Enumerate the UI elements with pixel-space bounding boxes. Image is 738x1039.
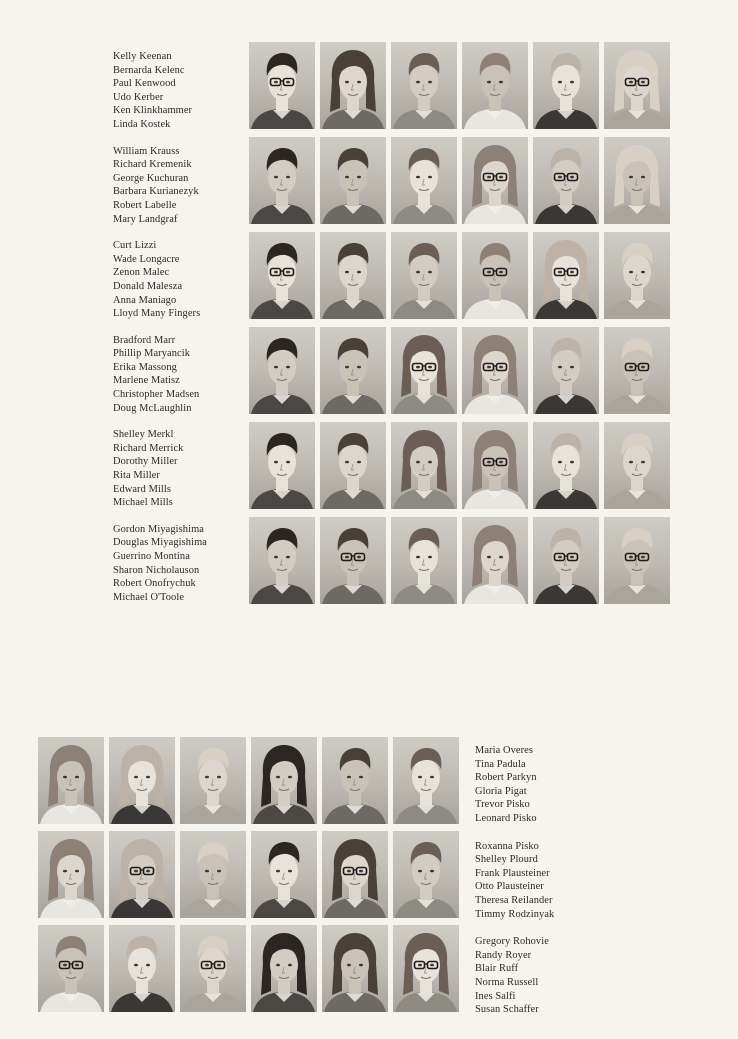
student-portrait [391, 422, 457, 509]
student-name: Blair Ruff [475, 963, 519, 975]
student-portrait [320, 327, 386, 414]
student-name: Randy Royer [475, 949, 532, 961]
student-portrait [320, 422, 386, 509]
student-portrait [38, 737, 104, 824]
student-portrait [533, 137, 599, 224]
student-name: Roxanna Pisko [475, 840, 539, 852]
student-portrait [38, 925, 104, 1012]
student-name: Otto Plausteiner [475, 881, 544, 893]
student-portrait [391, 42, 457, 129]
student-name: Paul Kenwood [113, 78, 176, 90]
student-portrait [391, 232, 457, 319]
student-portrait [391, 137, 457, 224]
student-portrait [462, 137, 528, 224]
student-portrait [109, 737, 175, 824]
student-portrait [533, 232, 599, 319]
student-portrait [462, 42, 528, 129]
name-group [113, 428, 207, 510]
student-name: Norma Russell [475, 976, 539, 988]
student-portrait [251, 831, 317, 918]
student-name: Phillip Maryancik [113, 348, 191, 360]
student-portrait [249, 42, 315, 129]
student-portrait [604, 327, 670, 414]
student-portrait [604, 517, 670, 604]
student-portrait [180, 831, 246, 918]
student-portrait [322, 831, 388, 918]
student-name: Edward Mills [113, 483, 172, 495]
student-name: Udo Kerber [113, 91, 164, 103]
name-group [475, 935, 554, 1017]
student-name: Christopher Madsen [113, 389, 200, 401]
student-portrait [462, 517, 528, 604]
student-name: Frank Plausteiner [475, 867, 550, 879]
name-group [475, 744, 554, 826]
student-portrait [180, 925, 246, 1012]
student-name: Kelly Keenan [113, 51, 172, 62]
student-portrait [249, 422, 315, 509]
student-name: Theresa Reilander [475, 894, 553, 906]
student-name: Shelley Plourd [475, 854, 538, 866]
student-portrait [320, 137, 386, 224]
student-portrait [251, 925, 317, 1012]
top-name-list [113, 50, 207, 604]
student-portrait [462, 232, 528, 319]
student-portrait [393, 737, 459, 824]
student-portrait [109, 925, 175, 1012]
student-name: Shelley Merkl [113, 429, 174, 441]
student-name: Trevor Pisko [475, 799, 530, 811]
student-name: Guerrino Montina [113, 551, 190, 562]
bottom-name-list [475, 744, 554, 1017]
student-portrait [320, 517, 386, 604]
name-group [475, 840, 554, 922]
student-name: Bernarda Kelenc [113, 64, 185, 76]
student-portrait [320, 42, 386, 129]
student-name: Richard Kremenik [113, 159, 192, 171]
student-name: George Kuchuran [113, 172, 189, 184]
student-name: Susan Schaffer [475, 1004, 539, 1016]
student-name: Barbara Kurianezyk [113, 186, 199, 198]
student-name: Gregory Rohovie [475, 936, 549, 948]
student-name: Tina Padula [475, 758, 526, 770]
student-portrait [251, 737, 317, 824]
student-name: Robert Onofrychuk [113, 578, 196, 590]
student-name: Robert Labelle [113, 199, 177, 211]
student-portrait [393, 831, 459, 918]
student-portrait [180, 737, 246, 824]
student-name: Gloria Pigat [475, 785, 527, 797]
student-portrait [249, 137, 315, 224]
name-group [113, 334, 207, 416]
student-portrait [391, 517, 457, 604]
student-name: Doug McLaughlin [113, 402, 192, 414]
student-portrait [322, 925, 388, 1012]
student-portrait [604, 137, 670, 224]
student-portrait [533, 422, 599, 509]
student-name: Ken Klinkhammer [113, 105, 193, 117]
student-portrait [322, 737, 388, 824]
student-name: Wade Longacre [113, 253, 180, 265]
student-name: Michael O'Toole [113, 591, 185, 603]
student-name: Sharon Nicholauson [113, 564, 200, 576]
student-name: Curt Lizzi [113, 240, 157, 252]
name-group [113, 50, 207, 132]
student-portrait [391, 327, 457, 414]
student-name: Maria Overes [475, 745, 534, 756]
student-portrait [109, 831, 175, 918]
student-portrait [249, 517, 315, 604]
student-name: Timmy Rodzinyak [475, 908, 555, 920]
student-name: Ines Salfi [475, 990, 516, 1002]
student-portrait [533, 42, 599, 129]
student-name: William Krauss [113, 145, 180, 157]
student-name: Leonard Pisko [475, 812, 537, 824]
student-name: Donald Malesza [113, 280, 183, 292]
student-portrait [393, 925, 459, 1012]
student-name: Erika Massong [113, 361, 177, 373]
student-name: Marlene Matisz [113, 375, 180, 387]
student-portrait [462, 327, 528, 414]
student-portrait [604, 232, 670, 319]
student-name: Robert Parkyn [475, 772, 537, 784]
student-name: Mary Landgraf [113, 213, 178, 225]
student-name: Rita Miller [113, 470, 160, 482]
student-portrait [604, 422, 670, 509]
student-name: Zenon Malec [113, 267, 170, 279]
student-name: Linda Kostek [113, 118, 171, 130]
student-portrait [604, 42, 670, 129]
student-name: Richard Merrick [113, 442, 184, 454]
student-name: Gordon Miyagishima [113, 523, 204, 535]
student-portrait [533, 517, 599, 604]
student-portrait [38, 831, 104, 918]
student-name: Michael Mills [113, 497, 173, 509]
student-portrait [533, 327, 599, 414]
student-portrait [320, 232, 386, 319]
student-name: Bradford Marr [113, 334, 176, 346]
name-group [113, 145, 207, 227]
student-portrait [462, 422, 528, 509]
student-name: Dorothy Miller [113, 456, 178, 468]
name-group [113, 239, 207, 321]
name-group [113, 523, 207, 605]
student-name: Douglas Miyagishima [113, 537, 207, 549]
student-name: Anna Maniago [113, 294, 177, 306]
student-portrait [249, 327, 315, 414]
student-name: Lloyd Many Fingers [113, 308, 201, 320]
student-portrait [249, 232, 315, 319]
